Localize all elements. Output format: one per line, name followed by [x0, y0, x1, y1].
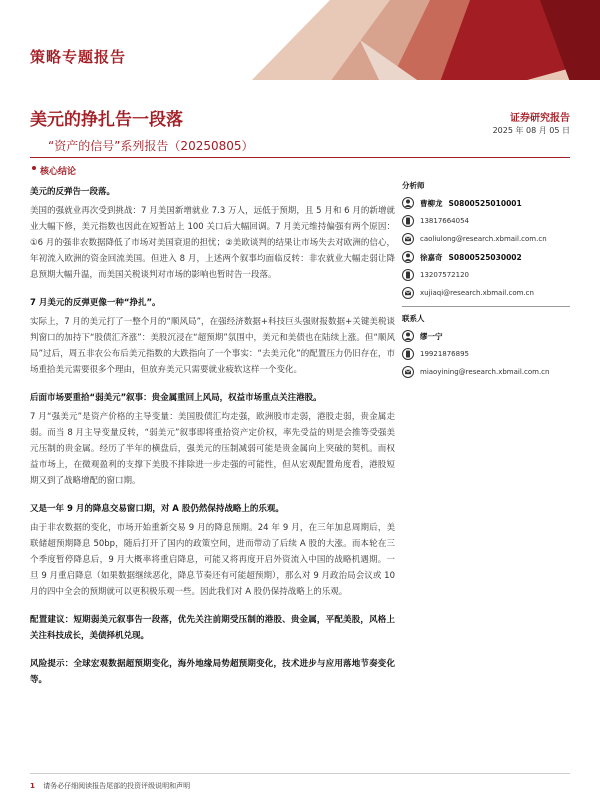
email-icon: [402, 233, 414, 245]
footer-disclaimer: 请务必仔细阅读报告尾部的投资评级说明和声明: [43, 782, 191, 790]
title-divider: [30, 157, 570, 158]
paragraph-title-1: 美元的反弹告一段落。: [30, 187, 116, 197]
person-icon: [402, 330, 414, 342]
person-icon: [402, 197, 414, 209]
person-icon: [402, 251, 414, 263]
contact-name-row: [402, 329, 570, 343]
contact-email-row: [402, 365, 570, 379]
paragraph-text-1: 美国的强就业再次受到挑战：7 月美国新增就业 7.3 万人，远低于预期，且 5 月和 6 月的新增就业大幅下修，美元指数也因此在短暂站上 100 关口后大幅回调。7 月美元维持偏强有两个原因：①6 月的强非农数据降低了市场对美国衰退的担忧；②美欧谈判的结果让市场失去对欧洲的信心，年初流入欧洲的资金回流美国。但进入 8 月，上述两个叙事均面临反转：非农就业大幅走弱让降息预期大幅升温，而美国关税谈判对市场的影响也暂时告一段落。: [30, 206, 395, 280]
risk-warning: 风险提示：全球宏观数据超预期变化，海外地缘局势超预期变化，技术进步与应用落地节奏变化等。: [30, 659, 395, 685]
header-banner: [0, 0, 600, 82]
email-icon: [402, 287, 414, 299]
config-suggestion: 配置建议：短期弱美元叙事告一段落，优先关注前期受压制的港股、贵金属，平配美股，风格上关注科技成长，美债择机兑现。: [30, 615, 395, 641]
paragraph-text-4: 由于非农数据的变化，市场开始重新交易 9 月的降息预期。24 年 9 月，在三年加息周期后，美联储超预期降息 50bp，随后打开了国内的政策空间，进而带动了后续 A 股的大涨。而本轮在三个季度暂停降息后，9 月大概率将重启降息，可能又将再度开启外资流入中国的战略机遇期。一旦 9 月重启降息（如果数据继续恶化，降息节奏还有可能超预期），那么对 9 月政治局会议或 10 月的四中全会的预期就可以更积极乐观一些。因此我们对 A 股仍保持战略上的乐观。: [30, 523, 395, 597]
report-subtitle: “资产的信号”系列报告（20250805）: [48, 139, 254, 153]
banner-graphic: [0, 0, 600, 82]
page-footer: [30, 781, 190, 791]
paragraph-text-2: 实际上，7 月的美元打了一整个月的“顺风局”，在强经济数据+科技巨头强财报数据+关键美税谈判窗口的加持下“股债汇齐涨”：美股沉浸在“超预期”氛围中，美元和美债也在陆续上涨。但“顺风局”过后，周五非农公布后美元指数的大跌指向了一个事实：“去美元化”的配置压力仍旧存在，市场重拾美元需要很多个理由，但放弃美元只需要就业疲软这样一个变化。: [30, 317, 395, 375]
analyst-1-cert: S0800525010001: [448, 198, 522, 208]
analyst-1-phone-row: [402, 214, 570, 228]
report-body: [30, 180, 395, 691]
phone-icon: [402, 348, 414, 360]
footer-divider: [30, 773, 570, 774]
analyst-2-email[interactable]: xujiaqi@research.xbmail.com.cn: [420, 289, 534, 297]
contact-name: 缪一宁: [420, 331, 443, 341]
phone-icon: [402, 269, 414, 281]
analyst-1-phone: 13817664054: [420, 217, 469, 225]
contact-email[interactable]: miaoyining@research.xbmail.com.cn: [420, 368, 550, 376]
section-bullet-icon: [32, 166, 36, 170]
paragraph-title-2: 7 月美元的反弹更像一种“挣扎”。: [30, 298, 161, 308]
analyst-2-email-row: [402, 286, 570, 300]
report-date: 2025 年 08 月 05 日: [492, 126, 570, 135]
paragraph-text-3: 7 月“强美元”是资产价格的主导变量：美国股债汇均走强，欧洲股市走弱，港股走弱，贵金属走弱。而当 8 月主导变量反转，“弱美元”叙事即将重拾资产定价权，率先受益的则是会推等受强美元压制的贵金属。经历了半年的横盘后，强美元的压制减弱可能是贵金属向上突破的契机。而权益市场上，在微观盈利的支撑下美股不排除进一步走强的可能性，但从宏观配置角度看，港股短期又到了战略增配的窗口期。: [30, 412, 395, 486]
analyst-heading: 分析师: [402, 181, 425, 190]
analyst-2-cert: S0800525030002: [448, 252, 522, 262]
contact-phone-row: [402, 347, 570, 361]
analyst-1-name: 曹柳龙: [420, 198, 443, 208]
paragraph-title-4: 又是一年 9 月的降息交易窗口期，对 A 股仍然保持战略上的乐观。: [30, 504, 284, 514]
analyst-2-phone: 13207572120: [420, 271, 469, 279]
report-type: 证券研究报告: [510, 113, 570, 124]
analyst-1-email-row: [402, 232, 570, 246]
analyst-2-name: 徐嘉奇: [420, 252, 443, 262]
sidebar-divider: [402, 306, 570, 307]
analyst-2-phone-row: [402, 268, 570, 282]
section-heading: 核心结论: [40, 167, 77, 177]
analyst-1-email[interactable]: caoliulong@research.xbmail.com.cn: [420, 235, 547, 243]
analyst-2-name-row: [402, 250, 570, 264]
email-icon: [402, 366, 414, 378]
phone-icon: [402, 215, 414, 227]
paragraph-title-3: 后面市场要重拾“弱美元”叙事：贵金属重回上风局，权益市场重点关注港股。: [30, 393, 322, 403]
analyst-1-name-row: [402, 196, 570, 210]
contact-heading: 联系人: [402, 314, 425, 323]
banner-title: 策略专题报告: [30, 48, 127, 66]
page-number: 1: [30, 782, 35, 790]
contact-phone: 19921876895: [420, 350, 469, 358]
report-title: 美元的挣扎告一段落: [30, 110, 183, 130]
analyst-sidebar: [402, 180, 570, 379]
